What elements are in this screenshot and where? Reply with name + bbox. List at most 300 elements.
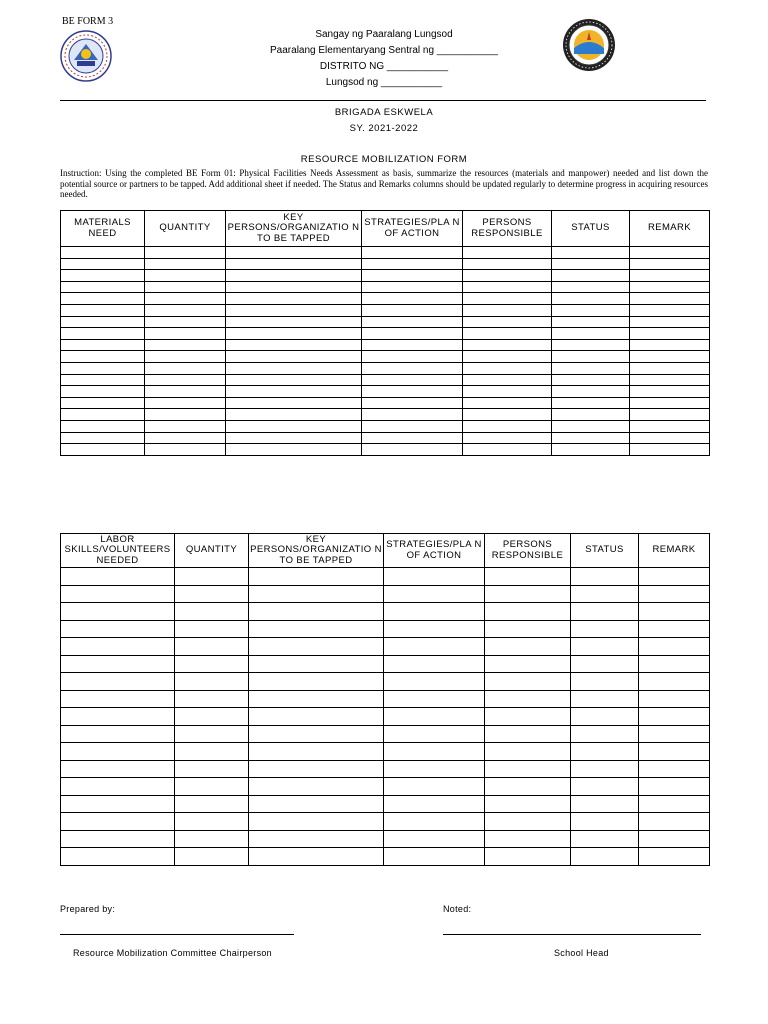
table-row [61, 620, 710, 638]
header-divider [60, 100, 706, 101]
table-cell[interactable] [552, 386, 630, 398]
district-line: DISTRITO NG ___________ [319, 61, 449, 72]
form-title: RESOURCE MOBILIZATION FORM [300, 154, 468, 165]
table-cell[interactable] [226, 397, 362, 409]
table-cell[interactable] [630, 374, 710, 386]
table-cell[interactable] [362, 444, 463, 456]
table-cell[interactable] [384, 568, 485, 586]
table-cell[interactable] [226, 444, 362, 456]
table-cell[interactable] [639, 708, 710, 726]
noted-role: School Head [554, 948, 609, 958]
table-cell[interactable] [552, 420, 630, 432]
table-cell[interactable] [226, 339, 362, 351]
table-cell[interactable] [145, 281, 226, 293]
noted-label: Noted: [443, 904, 472, 914]
table-cell[interactable] [362, 293, 463, 305]
table-cell[interactable] [175, 620, 249, 638]
table-cell[interactable] [463, 293, 552, 305]
col-key-persons: KEY PERSONS/ORGANIZATIO N TO BE TAPPED [250, 533, 382, 566]
table-cell[interactable] [145, 351, 226, 363]
table-cell[interactable] [485, 830, 571, 848]
table-cell[interactable] [226, 432, 362, 444]
table-cell[interactable] [249, 585, 384, 603]
table-cell[interactable] [226, 386, 362, 398]
table-cell[interactable] [639, 830, 710, 848]
table-cell[interactable] [384, 830, 485, 848]
table-cell[interactable] [249, 848, 384, 866]
table-row [61, 708, 710, 726]
table-cell[interactable] [485, 813, 571, 831]
table-cell[interactable] [61, 386, 145, 398]
table-cell[interactable] [463, 316, 552, 328]
table-cell[interactable] [485, 673, 571, 691]
table-cell[interactable] [61, 568, 175, 586]
table-cell[interactable] [639, 848, 710, 866]
table-cell[interactable] [571, 743, 639, 761]
table-cell[interactable] [226, 351, 362, 363]
table-cell[interactable] [384, 690, 485, 708]
table-cell[interactable] [463, 247, 552, 259]
table-cell[interactable] [61, 328, 145, 340]
table-cell[interactable] [485, 725, 571, 743]
table-cell[interactable] [145, 444, 226, 456]
table-cell[interactable] [552, 444, 630, 456]
table-cell[interactable] [485, 620, 571, 638]
table-cell[interactable] [175, 638, 249, 656]
table-cell[interactable] [362, 386, 463, 398]
table-cell[interactable] [384, 638, 485, 656]
table-cell[interactable] [145, 432, 226, 444]
table-cell[interactable] [571, 655, 639, 673]
table-cell[interactable] [384, 673, 485, 691]
table-cell[interactable] [61, 708, 175, 726]
table-cell[interactable] [630, 386, 710, 398]
table-row [61, 293, 710, 305]
table-cell[interactable] [61, 258, 145, 270]
table-cell[interactable] [463, 397, 552, 409]
table-cell[interactable] [463, 374, 552, 386]
table-row [61, 813, 710, 831]
table-cell[interactable] [552, 316, 630, 328]
table-cell[interactable] [463, 258, 552, 270]
table-cell[interactable] [485, 690, 571, 708]
table-cell[interactable] [145, 304, 226, 316]
table-cell[interactable] [485, 585, 571, 603]
table-cell[interactable] [384, 848, 485, 866]
table-row [61, 690, 710, 708]
table-cell[interactable] [61, 673, 175, 691]
table-cell[interactable] [571, 585, 639, 603]
table-cell[interactable] [249, 690, 384, 708]
prepared-role: Resource Mobilization Committee Chairperson [73, 948, 272, 958]
table-cell[interactable] [571, 848, 639, 866]
table-cell[interactable] [362, 339, 463, 351]
table-row [61, 568, 710, 586]
table-cell[interactable] [249, 813, 384, 831]
table-cell[interactable] [61, 304, 145, 316]
table-row [61, 795, 710, 813]
table-cell[interactable] [552, 351, 630, 363]
table-row [61, 328, 710, 340]
table-row [61, 362, 710, 374]
table-cell[interactable] [384, 708, 485, 726]
table-cell[interactable] [175, 725, 249, 743]
table-cell[interactable] [384, 813, 485, 831]
table-cell[interactable] [362, 432, 463, 444]
table-cell[interactable] [175, 585, 249, 603]
table-row [61, 778, 710, 796]
col-labor-skills: LABOR SKILLS/VOLUNTEERS NEEDED [61, 534, 175, 568]
table-cell[interactable] [175, 690, 249, 708]
table-cell[interactable] [639, 585, 710, 603]
table-cell[interactable] [175, 743, 249, 761]
table-cell[interactable] [362, 247, 463, 259]
table-cell[interactable] [639, 743, 710, 761]
table-cell[interactable] [384, 603, 485, 621]
table-row [61, 351, 710, 363]
table-cell[interactable] [61, 603, 175, 621]
table-cell[interactable] [175, 655, 249, 673]
table-cell[interactable] [463, 339, 552, 351]
col-strategies: STRATEGIES/PLA N OF ACTION [362, 211, 463, 247]
table-row [61, 432, 710, 444]
table-row [61, 386, 710, 398]
table-cell[interactable] [552, 339, 630, 351]
table-cell[interactable] [249, 568, 384, 586]
table-cell[interactable] [145, 293, 226, 305]
table-cell[interactable] [61, 743, 175, 761]
table-cell[interactable] [61, 585, 175, 603]
table-cell[interactable] [145, 316, 226, 328]
col-materials-need: MATERIALS NEED [61, 211, 145, 247]
table-cell[interactable] [463, 281, 552, 293]
table-cell[interactable] [571, 830, 639, 848]
table-cell[interactable] [485, 603, 571, 621]
table-cell[interactable] [630, 397, 710, 409]
table-cell[interactable] [552, 293, 630, 305]
table-cell[interactable] [384, 655, 485, 673]
table-cell[interactable] [639, 655, 710, 673]
table-cell[interactable] [552, 328, 630, 340]
table-cell[interactable] [639, 620, 710, 638]
table-cell[interactable] [61, 432, 145, 444]
table-cell[interactable] [362, 281, 463, 293]
table-cell[interactable] [249, 638, 384, 656]
table-row [61, 585, 710, 603]
table-cell[interactable] [226, 420, 362, 432]
table-cell[interactable] [571, 690, 639, 708]
table-cell[interactable] [384, 725, 485, 743]
table-cell[interactable] [226, 270, 362, 282]
table-cell[interactable] [61, 760, 175, 778]
table-cell[interactable] [61, 409, 145, 421]
prepared-signature-line [60, 934, 294, 935]
table-row [61, 743, 710, 761]
table-cell[interactable] [175, 830, 249, 848]
table-cell[interactable] [362, 397, 463, 409]
table-row [61, 655, 710, 673]
table-row [61, 830, 710, 848]
table-row [61, 339, 710, 351]
table-row [61, 281, 710, 293]
table-cell[interactable] [571, 813, 639, 831]
table-cell[interactable] [61, 420, 145, 432]
table-cell[interactable] [175, 603, 249, 621]
table-cell[interactable] [249, 655, 384, 673]
table-cell[interactable] [571, 708, 639, 726]
table-cell[interactable] [571, 778, 639, 796]
table-cell[interactable] [552, 270, 630, 282]
table-cell[interactable] [639, 603, 710, 621]
table-cell[interactable] [485, 708, 571, 726]
table-cell[interactable] [145, 409, 226, 421]
table-cell[interactable] [463, 409, 552, 421]
col-quantity: QUANTITY [175, 534, 249, 568]
table-row [61, 270, 710, 282]
table-cell[interactable] [552, 258, 630, 270]
table-cell[interactable] [175, 568, 249, 586]
table-cell[interactable] [463, 270, 552, 282]
table-cell[interactable] [485, 778, 571, 796]
table-cell[interactable] [61, 293, 145, 305]
table-cell[interactable] [639, 690, 710, 708]
table-cell[interactable] [61, 848, 175, 866]
col-remark: REMARK [630, 211, 710, 247]
city-line: Lungsod ng ___________ [325, 77, 443, 88]
table-cell[interactable] [249, 603, 384, 621]
table-cell[interactable] [249, 778, 384, 796]
table-cell[interactable] [485, 848, 571, 866]
table-row [61, 247, 710, 259]
table-cell[interactable] [145, 386, 226, 398]
table-cell[interactable] [630, 281, 710, 293]
table-cell[interactable] [145, 420, 226, 432]
table-cell[interactable] [249, 725, 384, 743]
table-row [61, 603, 710, 621]
table-cell[interactable] [485, 795, 571, 813]
table-cell[interactable] [362, 270, 463, 282]
table-cell[interactable] [639, 760, 710, 778]
table-cell[interactable] [145, 397, 226, 409]
table-cell[interactable] [384, 743, 485, 761]
school-line: Paaralang Elementaryang Sentral ng ___________ [270, 45, 498, 56]
table-cell[interactable] [630, 444, 710, 456]
table-cell[interactable] [630, 339, 710, 351]
table-cell[interactable] [639, 638, 710, 656]
table-row [61, 848, 710, 866]
table-cell[interactable] [630, 304, 710, 316]
table-cell[interactable] [639, 795, 710, 813]
table-cell[interactable] [61, 397, 145, 409]
table-row [61, 638, 710, 656]
table-cell[interactable] [571, 568, 639, 586]
table-cell[interactable] [630, 247, 710, 259]
table-cell[interactable] [384, 795, 485, 813]
table-cell[interactable] [571, 638, 639, 656]
table-cell[interactable] [61, 444, 145, 456]
table-cell[interactable] [61, 362, 145, 374]
school-year: SY. 2021-2022 [349, 123, 419, 134]
table-cell[interactable] [226, 409, 362, 421]
table-cell[interactable] [630, 409, 710, 421]
instruction-text: Instruction: Using the completed BE Form 01: Physical Facilities Needs Assessment as basis, summarize the resources (materials and manpower) needed and list down the potential source or partners to be tapped. Add additional sheet if needed. The Status and Remarks columns should be updated regularly to determine progress in acquiring resources needed. [60, 168, 708, 199]
table-cell[interactable] [249, 830, 384, 848]
table-cell[interactable] [630, 432, 710, 444]
table-cell[interactable] [249, 795, 384, 813]
table-cell[interactable] [226, 328, 362, 340]
table-cell[interactable] [362, 409, 463, 421]
table-cell[interactable] [175, 673, 249, 691]
table-cell[interactable] [61, 316, 145, 328]
table-cell[interactable] [639, 725, 710, 743]
table-cell[interactable] [639, 778, 710, 796]
table-cell[interactable] [485, 760, 571, 778]
table-cell[interactable] [463, 304, 552, 316]
table-cell[interactable] [571, 760, 639, 778]
table-row [61, 304, 710, 316]
table-cell[interactable] [226, 304, 362, 316]
table-cell[interactable] [630, 362, 710, 374]
table-cell[interactable] [61, 795, 175, 813]
table-cell[interactable] [61, 247, 145, 259]
table-cell[interactable] [630, 258, 710, 270]
col-status: STATUS [571, 534, 639, 568]
table-cell[interactable] [249, 673, 384, 691]
table-cell[interactable] [552, 281, 630, 293]
school-seal-logo [562, 18, 616, 72]
table-cell[interactable] [61, 830, 175, 848]
table-cell[interactable] [552, 362, 630, 374]
table-cell[interactable] [384, 778, 485, 796]
table-cell[interactable] [552, 374, 630, 386]
table-row [61, 673, 710, 691]
table-cell[interactable] [61, 638, 175, 656]
table-cell[interactable] [630, 420, 710, 432]
table-cell[interactable] [145, 258, 226, 270]
table-cell[interactable] [226, 362, 362, 374]
table-cell[interactable] [571, 620, 639, 638]
table-cell[interactable] [362, 362, 463, 374]
table-cell[interactable] [485, 638, 571, 656]
table-cell[interactable] [552, 432, 630, 444]
table-cell[interactable] [145, 374, 226, 386]
table-cell[interactable] [571, 795, 639, 813]
table-cell[interactable] [61, 778, 175, 796]
table-row [61, 316, 710, 328]
table-cell[interactable] [175, 778, 249, 796]
table-cell[interactable] [362, 374, 463, 386]
table-cell[interactable] [249, 760, 384, 778]
col-strategies: STRATEGIES/PLA N OF ACTION [384, 534, 485, 568]
table-cell[interactable] [249, 743, 384, 761]
form-code: BE FORM 3 [62, 16, 114, 27]
table-cell[interactable] [61, 620, 175, 638]
table-cell[interactable] [145, 328, 226, 340]
table-cell[interactable] [61, 655, 175, 673]
table-cell[interactable] [226, 374, 362, 386]
table-cell[interactable] [249, 708, 384, 726]
table-cell[interactable] [249, 620, 384, 638]
table-cell[interactable] [175, 795, 249, 813]
table-cell[interactable] [384, 585, 485, 603]
table-cell[interactable] [552, 397, 630, 409]
table-cell[interactable] [226, 258, 362, 270]
table-cell[interactable] [61, 690, 175, 708]
table-cell[interactable] [463, 386, 552, 398]
table-cell[interactable] [639, 813, 710, 831]
table-cell[interactable] [362, 316, 463, 328]
table-cell[interactable] [61, 281, 145, 293]
table-cell[interactable] [463, 420, 552, 432]
table-cell[interactable] [639, 673, 710, 691]
table-cell[interactable] [463, 444, 552, 456]
table-cell[interactable] [362, 328, 463, 340]
table-cell[interactable] [362, 420, 463, 432]
program-title: BRIGADA ESKWELA [334, 107, 434, 118]
table-cell[interactable] [145, 247, 226, 259]
table-cell[interactable] [175, 848, 249, 866]
labor-table [60, 533, 710, 866]
table-row [61, 420, 710, 432]
table-cell[interactable] [226, 293, 362, 305]
table-cell[interactable] [61, 374, 145, 386]
table-cell[interactable] [175, 760, 249, 778]
table-cell[interactable] [384, 760, 485, 778]
table-cell[interactable] [61, 813, 175, 831]
table-cell[interactable] [630, 328, 710, 340]
table-cell[interactable] [61, 339, 145, 351]
table-cell[interactable] [630, 351, 710, 363]
table-row [61, 374, 710, 386]
table-cell[interactable] [485, 568, 571, 586]
table-cell[interactable] [175, 813, 249, 831]
table-cell[interactable] [639, 568, 710, 586]
table-cell[interactable] [362, 304, 463, 316]
table-cell[interactable] [485, 743, 571, 761]
table-cell[interactable] [463, 362, 552, 374]
table-cell[interactable] [226, 316, 362, 328]
table-cell[interactable] [145, 270, 226, 282]
table-cell[interactable] [175, 708, 249, 726]
table-cell[interactable] [630, 316, 710, 328]
table-cell[interactable] [552, 304, 630, 316]
table-cell[interactable] [145, 339, 226, 351]
table-cell[interactable] [226, 247, 362, 259]
table-cell[interactable] [362, 351, 463, 363]
table-cell[interactable] [61, 351, 145, 363]
table-cell[interactable] [463, 432, 552, 444]
table-cell[interactable] [552, 247, 630, 259]
table-cell[interactable] [463, 351, 552, 363]
table-cell[interactable] [630, 270, 710, 282]
table-cell[interactable] [145, 362, 226, 374]
table-cell[interactable] [571, 603, 639, 621]
table-cell[interactable] [362, 258, 463, 270]
table-cell[interactable] [485, 655, 571, 673]
table-cell[interactable] [61, 270, 145, 282]
table-cell[interactable] [552, 409, 630, 421]
table-cell[interactable] [61, 725, 175, 743]
col-status: STATUS [552, 211, 630, 247]
table-cell[interactable] [571, 673, 639, 691]
table-cell[interactable] [384, 620, 485, 638]
table-cell[interactable] [571, 725, 639, 743]
table-cell[interactable] [463, 328, 552, 340]
col-persons-responsible: PERSONS RESPONSIBLE [485, 534, 571, 568]
table-cell[interactable] [226, 281, 362, 293]
col-key-persons: KEY PERSONS/ORGANIZATIO N TO BE TAPPED [226, 211, 362, 247]
table-cell[interactable] [630, 293, 710, 305]
